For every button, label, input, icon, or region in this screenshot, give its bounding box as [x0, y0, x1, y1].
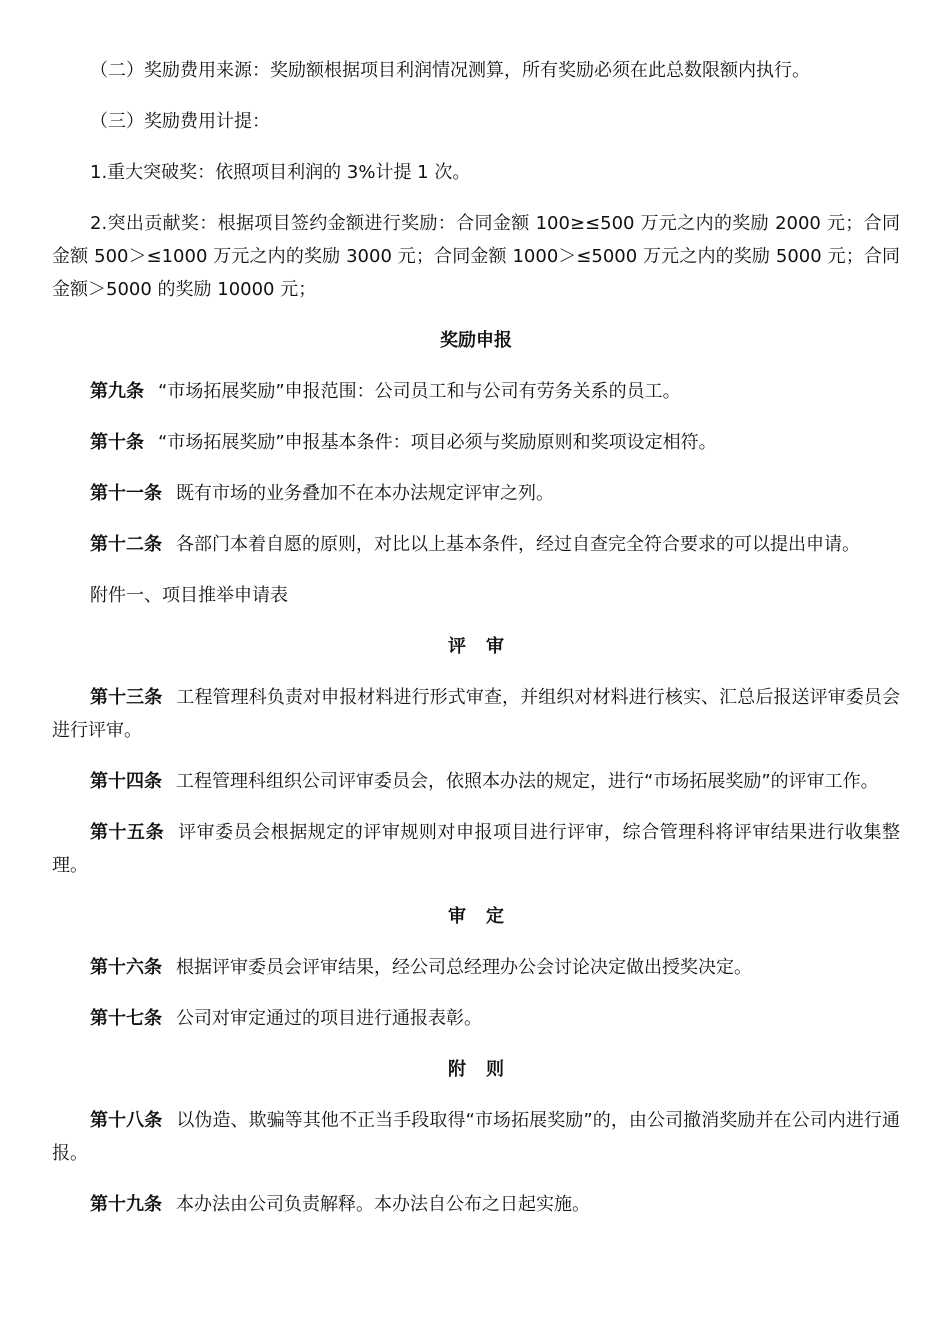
article-text: 本办法由公司负责解释。本办法自公布之日起实施。: [176, 1194, 590, 1215]
article-text: 以伪造、欺骗等其他不正当手段取得“市场拓展奖励”的，由公司撤消奖励并在公司内进行通报。: [52, 1110, 900, 1164]
article-label: 第十六条: [90, 957, 162, 978]
article-12: [52, 528, 900, 561]
section-heading-approve: 审定: [448, 906, 524, 927]
article-13: [52, 681, 900, 747]
article-text: “市场拓展奖励”申报范围：公司员工和与公司有劳务关系的员工。: [158, 381, 681, 402]
article-text: 公司对审定通过的项目进行通报表彰。: [176, 1008, 482, 1029]
article-label: 第十二条: [90, 534, 162, 555]
article-label: 第十五条: [90, 822, 165, 843]
paragraph-outstanding-contribution: 2.突出贡献奖：根据项目签约金额进行奖励：合同金额 100≥≤500 万元之内的奖励 2000 元；合同金额 500＞≤1000 万元之内的奖励 3000 元；合同金额 1000＞≤5000 万元之内的奖励 5000 元；合同金额＞5000 的奖励 10000 元；: [52, 213, 900, 300]
article-label: 第十七条: [90, 1008, 162, 1029]
article-17: [52, 1002, 900, 1035]
section-heading-review: 评审: [448, 636, 524, 657]
article-label: 第九条: [90, 381, 144, 402]
paragraph-major-breakthrough: 1.重大突破奖：依照项目利润的 3%计提 1 次。: [90, 162, 471, 183]
article-15: [52, 816, 900, 882]
article-text: 各部门本着自愿的原则，对比以上基本条件，经过自查完全符合要求的可以提出申请。: [176, 534, 860, 555]
article-text: 工程管理科组织公司评审委员会，依照本办法的规定，进行“市场拓展奖励”的评审工作。: [176, 771, 879, 792]
article-label: 第十三条: [90, 687, 163, 708]
article-text: 根据评审委员会评审结果，经公司总经理办公会讨论决定做出授奖决定。: [176, 957, 752, 978]
article-14: [52, 765, 900, 798]
section-heading-apply: 奖励申报: [440, 330, 512, 351]
article-text: 评审委员会根据规定的评审规则对申报项目进行评审，综合管理科将评审结果进行收集整理。: [52, 822, 901, 876]
article-label: 第十条: [90, 432, 144, 453]
article-10: [52, 426, 900, 459]
article-19: [52, 1188, 900, 1221]
article-label: 第十八条: [90, 1110, 163, 1131]
section-heading-supplementary: 附则: [448, 1059, 524, 1080]
article-9: [52, 375, 900, 408]
article-18: [52, 1104, 900, 1170]
article-16: [52, 951, 900, 984]
attachment-line: 附件一、项目推举申请表: [90, 585, 288, 606]
article-label: 第十四条: [90, 771, 162, 792]
article-label: 第十一条: [90, 483, 162, 504]
paragraph-funding-source: （二）奖励费用来源：奖励额根据项目利润情况测算，所有奖励必须在此总数限额内执行。: [90, 60, 810, 81]
paragraph-funding-accrual: （三）奖励费用计提：: [90, 111, 270, 132]
article-text: “市场拓展奖励”申报基本条件：项目必须与奖励原则和奖项设定相符。: [158, 432, 717, 453]
article-text: 既有市场的业务叠加不在本办法规定评审之列。: [176, 483, 554, 504]
article-text: 工程管理科负责对申报材料进行形式审查，并组织对材料进行核实、汇总后报送评审委员会进行评审。: [52, 687, 900, 741]
article-11: [52, 477, 900, 510]
article-label: 第十九条: [90, 1194, 162, 1215]
